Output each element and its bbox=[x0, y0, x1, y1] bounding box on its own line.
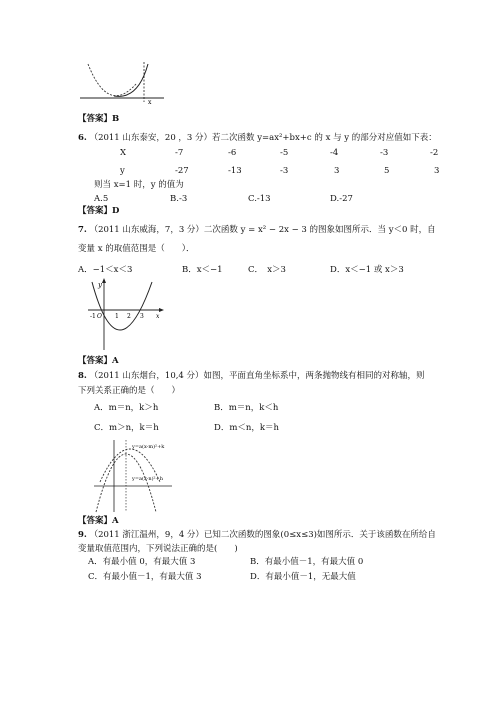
q6-option-a: A.5 bbox=[94, 194, 109, 204]
q7-graph bbox=[86, 278, 166, 354]
q6-row-cell: 5 bbox=[384, 166, 390, 176]
q6-header-cell: -7 bbox=[175, 148, 184, 158]
q6-row-y: y bbox=[120, 166, 125, 176]
q6-header-cell: -5 bbox=[280, 148, 289, 158]
q7-option-d: D．x＜−1 或 x＞3 bbox=[330, 265, 404, 275]
q8-option-b: B．m＝n，k＜h bbox=[214, 403, 279, 413]
q6-header-cell: -3 bbox=[380, 148, 389, 158]
q7-stem-line1: 7. （2011 山东威海，7，3 分）二次函数 y = x² − 2x − 3 的图象如图所示．当 y＜0 时，自 bbox=[78, 225, 436, 235]
q9-option-c: C．有最小值－1，有最大值 3 bbox=[88, 572, 202, 582]
q8-upper-curve-label: y=a(x-m)²+k bbox=[132, 444, 165, 450]
q6-option-d: D.-27 bbox=[330, 194, 353, 204]
q9-option-a: A．有最小值 0，有最大值 3 bbox=[88, 557, 196, 567]
q9-option-d: D．有最小值－1，无最大值 bbox=[250, 572, 356, 582]
q8-graph bbox=[92, 436, 174, 514]
q9-stem-line2: 变量取值范围内，下列说法正确的是( ) bbox=[78, 544, 238, 554]
q8-stem-line2: 下列关系正确的是（ ） bbox=[78, 386, 181, 396]
q7-tick-neg1: -1 bbox=[90, 313, 96, 320]
q8-stem-line1: 8. （2011 山东烟台，10,4 分）如图，平面直角坐标系中，两条抛物线有相同的对称轴，则 bbox=[78, 371, 425, 381]
q8-answer: 【答案】A bbox=[78, 516, 119, 526]
q5-x-label: x bbox=[148, 99, 152, 105]
q6-row-cell: -3 bbox=[280, 166, 289, 176]
q6-answer: 【答案】D bbox=[78, 206, 120, 216]
q8-option-a: A．m＝n，k＞h bbox=[94, 403, 159, 413]
q7-answer: 【答案】A bbox=[78, 356, 119, 366]
q9-stem-line1: 9. （2011 浙江温州，9，4 分）已知二次函数的图象(0≤x≤3)如图所示．关于该函数在所给自 bbox=[78, 530, 436, 540]
q6-header-cell: -2 bbox=[430, 148, 439, 158]
q6-row-cell: 3 bbox=[434, 166, 440, 176]
q7-stem-line2: 变量 x 的取值范围是（ ）． bbox=[78, 244, 195, 254]
q6-row-cell: 3 bbox=[334, 166, 340, 176]
q5-answer: 【答案】B bbox=[78, 114, 120, 124]
q6-header-cell: -4 bbox=[330, 148, 339, 158]
q8-option-c: C．m＞n，k＝h bbox=[94, 423, 159, 433]
q6-row-cell: -27 bbox=[175, 166, 189, 176]
q7-tick-1: 1 bbox=[115, 313, 119, 320]
q7-y-label: y bbox=[98, 281, 102, 289]
q7-tick-3: 3 bbox=[140, 313, 144, 320]
q6-question: 则当 x=1 时，y 的值为 bbox=[94, 180, 184, 190]
q8-option-d: D．m＜n，k＝h bbox=[214, 423, 279, 433]
q9-option-b: B．有最小值－1，有最大值 0 bbox=[250, 557, 364, 567]
q7-option-b: B．x＜−1 bbox=[182, 265, 223, 275]
q6-header-x: X bbox=[120, 148, 127, 158]
q7-option-a: A．−1＜x＜3 bbox=[78, 265, 133, 275]
q8-lower-curve-label: y=a(x-n)²+h bbox=[132, 476, 163, 482]
q6-row-cell: -13 bbox=[228, 166, 242, 176]
q5-graph bbox=[78, 60, 168, 105]
q6-stem: 6. （2011 山东泰安，20 ，3 分）若二次函数 y=ax²+bx+c 的 x 与 y 的部分对应值如下表： bbox=[78, 133, 437, 143]
q7-x-label: x bbox=[156, 313, 160, 320]
q7-origin-label: O bbox=[97, 313, 102, 320]
q6-option-b: B.-3 bbox=[170, 194, 188, 204]
q7-option-c: C． x＞3 bbox=[248, 265, 286, 275]
q6-option-c: C.-13 bbox=[248, 194, 271, 204]
q6-header-cell: -6 bbox=[228, 148, 237, 158]
q7-tick-2: 2 bbox=[127, 313, 131, 320]
